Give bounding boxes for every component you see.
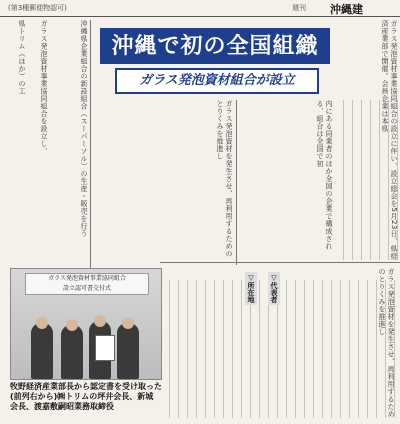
- photo-caption: [10, 382, 190, 412]
- text-column-right-middle: 内にある同業者のほか全国の企業で構成される、組合は全国で初: [316, 100, 333, 250]
- info-badge-representative: ▽代表者: [270, 274, 278, 303]
- caption-line1: 牧野経済産業部長から認定書を受け取った: [10, 382, 162, 391]
- photo-banner: [25, 273, 149, 295]
- text-column-left: 沖縄県企業組合の新設組合（スーパーソル）の生産・販売を行う: [80, 20, 88, 238]
- caption-line2: (前列右から)㈱トリムの坪井会長、新城: [10, 392, 154, 401]
- person-figure: [61, 325, 83, 379]
- photo-banner-line2: 設立認可書交付式: [62, 285, 111, 292]
- body-text-block: [165, 280, 395, 418]
- certificate: [95, 335, 115, 361]
- text-column-left-3: 県トリム（ほか）の工: [18, 20, 26, 95]
- header-paper-name: 沖縄建: [330, 3, 363, 16]
- info-badge-location: ▽所在地: [247, 274, 255, 303]
- person-head: [66, 319, 78, 331]
- column-divider: [90, 20, 91, 270]
- article-subheadline: ガラス発泡資材組合が設立: [115, 68, 319, 94]
- person-figure: [31, 323, 53, 379]
- text-column-lower: ガラス発泡資材を発生させ、再利用するためのとりくみを推進し: [378, 268, 395, 418]
- article-photo: [10, 268, 162, 380]
- person-head: [94, 315, 106, 327]
- section-divider: [160, 262, 400, 263]
- article-headline: 沖縄で初の全国組織: [100, 28, 330, 64]
- header-date: 週刊: [292, 4, 306, 12]
- page-header: [0, 0, 400, 17]
- photo-banner-line1: ガラス発泡資材事業協同組合: [48, 275, 126, 282]
- person-head: [36, 317, 48, 329]
- person-figure: [117, 323, 139, 379]
- body-text-block: [340, 100, 398, 260]
- column-divider: [236, 100, 237, 265]
- caption-line3: 会長、渡嘉敷嗣昭業務取締役: [10, 402, 114, 411]
- text-column-middle: ガラス発泡資材を発生させ、再利用するためのとりくみを推進し: [216, 100, 233, 258]
- text-column-right: ガラス発泡資材事業協同組合の設立に伴い、設立総会を5月23日、県経済産業部で開催。会員企業は本県: [381, 20, 398, 260]
- text-column-left-2: ガラス発泡資材事業協同組合を設立し、: [40, 20, 48, 155]
- header-left: (第3種郵便物認可): [8, 4, 67, 12]
- person-head: [122, 317, 134, 329]
